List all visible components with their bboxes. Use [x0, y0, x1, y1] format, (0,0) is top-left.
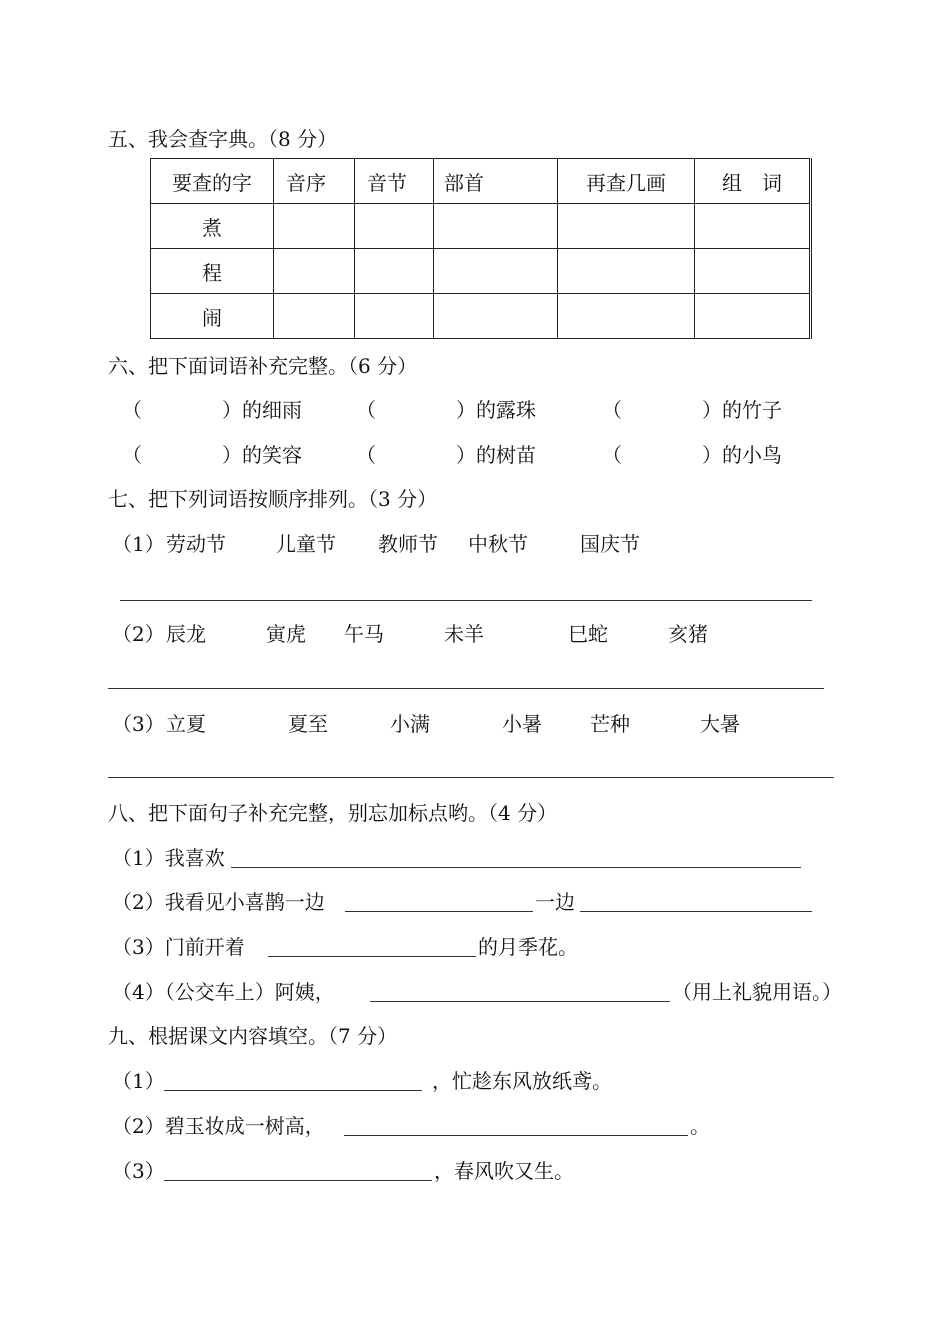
answer-line[interactable] — [231, 867, 801, 868]
blank-cell[interactable] — [274, 249, 355, 294]
header-cell: 音序 — [274, 159, 355, 204]
blank-cell[interactable] — [434, 249, 558, 294]
blank-cell[interactable] — [355, 204, 434, 249]
answer-line[interactable] — [164, 1090, 422, 1091]
blank-cell[interactable] — [434, 294, 558, 339]
sentence-prompt: 的月季花。 — [478, 935, 578, 959]
word-item: 芒种 — [590, 712, 630, 736]
word-item: 立夏 — [166, 712, 206, 736]
poem-line: ，春风吹又生。 — [434, 1159, 574, 1183]
blank-cell[interactable] — [434, 204, 558, 249]
word-item: 午马 — [344, 622, 384, 646]
header-cell: 再查几画 — [558, 159, 695, 204]
section-9-heading: 九、根据课文内容填空。（7 分） — [108, 1024, 398, 1048]
header-cell: 要查的字 — [151, 159, 274, 204]
word-item: 中秋节 — [468, 532, 528, 556]
word-item: 劳动节 — [166, 532, 226, 556]
word-item: 亥猪 — [668, 622, 708, 646]
word-item: 巳蛇 — [568, 622, 608, 646]
answer-line[interactable] — [164, 1180, 432, 1181]
word-item: 小暑 — [502, 712, 542, 736]
header-cell: 组 词 — [695, 159, 811, 204]
answer-line[interactable] — [344, 1135, 688, 1136]
word-item: 国庆节 — [580, 532, 640, 556]
word-item: 小满 — [390, 712, 430, 736]
answer-line[interactable] — [370, 1001, 670, 1002]
section-5-heading: 五、我会查字典。（8 分） — [108, 127, 338, 151]
question-number: （1） — [112, 1069, 165, 1093]
answer-line[interactable] — [580, 911, 812, 912]
question-number: （3） — [112, 1159, 165, 1183]
blank-cell[interactable] — [274, 204, 355, 249]
section-8-heading: 八、把下面句子补充完整，别忘加标点哟。（4 分） — [108, 801, 558, 825]
blank-cell[interactable] — [695, 204, 811, 249]
header-cell: 部首 — [434, 159, 558, 204]
table-row — [151, 249, 811, 294]
dictionary-table — [150, 158, 812, 339]
word-item: 未羊 — [444, 622, 484, 646]
sentence-prompt: （2）我看见小喜鹊一边 — [112, 890, 325, 914]
char-cell: 闹 — [151, 294, 274, 339]
table-row — [151, 294, 811, 339]
blank-cell[interactable] — [274, 294, 355, 339]
table-header-row — [151, 159, 811, 204]
char-cell: 煮 — [151, 204, 274, 249]
word-item: 大暑 — [700, 712, 740, 736]
poem-line: 。 — [690, 1114, 710, 1138]
blank-cell[interactable] — [695, 294, 811, 339]
phrase-blank[interactable]: （ ）的细雨 — [122, 398, 302, 422]
sentence-prompt: 一边 — [535, 890, 575, 914]
phrase-blank[interactable]: （ ）的树苗 — [356, 443, 536, 467]
word-item: 夏至 — [288, 712, 328, 736]
section-7-heading: 七、把下列词语按顺序排列。（3 分） — [108, 487, 438, 511]
blank-cell[interactable] — [355, 249, 434, 294]
question-number: （3） — [112, 712, 165, 736]
blank-cell[interactable] — [558, 204, 695, 249]
sentence-prompt: （4）（公交车上）阿姨， — [112, 980, 335, 1004]
question-number: （2） — [112, 622, 165, 646]
word-item: 寅虎 — [266, 622, 306, 646]
phrase-blank[interactable]: （ ）的小鸟 — [602, 443, 782, 467]
blank-cell[interactable] — [695, 249, 811, 294]
poem-line: （2）碧玉妆成一树高， — [112, 1114, 325, 1138]
char-cell: 程 — [151, 249, 274, 294]
blank-cell[interactable] — [558, 294, 695, 339]
phrase-blank[interactable]: （ ）的露珠 — [356, 398, 536, 422]
word-item: 教师节 — [378, 532, 438, 556]
sentence-note: （用上礼貌用语。） — [672, 980, 842, 1004]
header-cell: 音节 — [355, 159, 434, 204]
answer-line[interactable] — [345, 911, 533, 912]
sentence-prompt: （1）我喜欢 — [112, 846, 225, 870]
sentence-prompt: （3）门前开着 — [112, 935, 245, 959]
answer-line[interactable] — [108, 777, 834, 778]
answer-line[interactable] — [120, 600, 812, 601]
section-6-heading: 六、把下面词语补充完整。（6 分） — [108, 354, 418, 378]
answer-line[interactable] — [268, 956, 476, 957]
blank-cell[interactable] — [355, 294, 434, 339]
table-row — [151, 204, 811, 249]
poem-line: ，忙趁东风放纸鸢。 — [432, 1069, 612, 1093]
word-item: 儿童节 — [276, 532, 336, 556]
phrase-blank[interactable]: （ ）的竹子 — [602, 398, 782, 422]
question-number: （1） — [112, 532, 165, 556]
word-item: 辰龙 — [166, 622, 206, 646]
phrase-blank[interactable]: （ ）的笑容 — [122, 443, 302, 467]
answer-line[interactable] — [108, 688, 824, 689]
blank-cell[interactable] — [558, 249, 695, 294]
